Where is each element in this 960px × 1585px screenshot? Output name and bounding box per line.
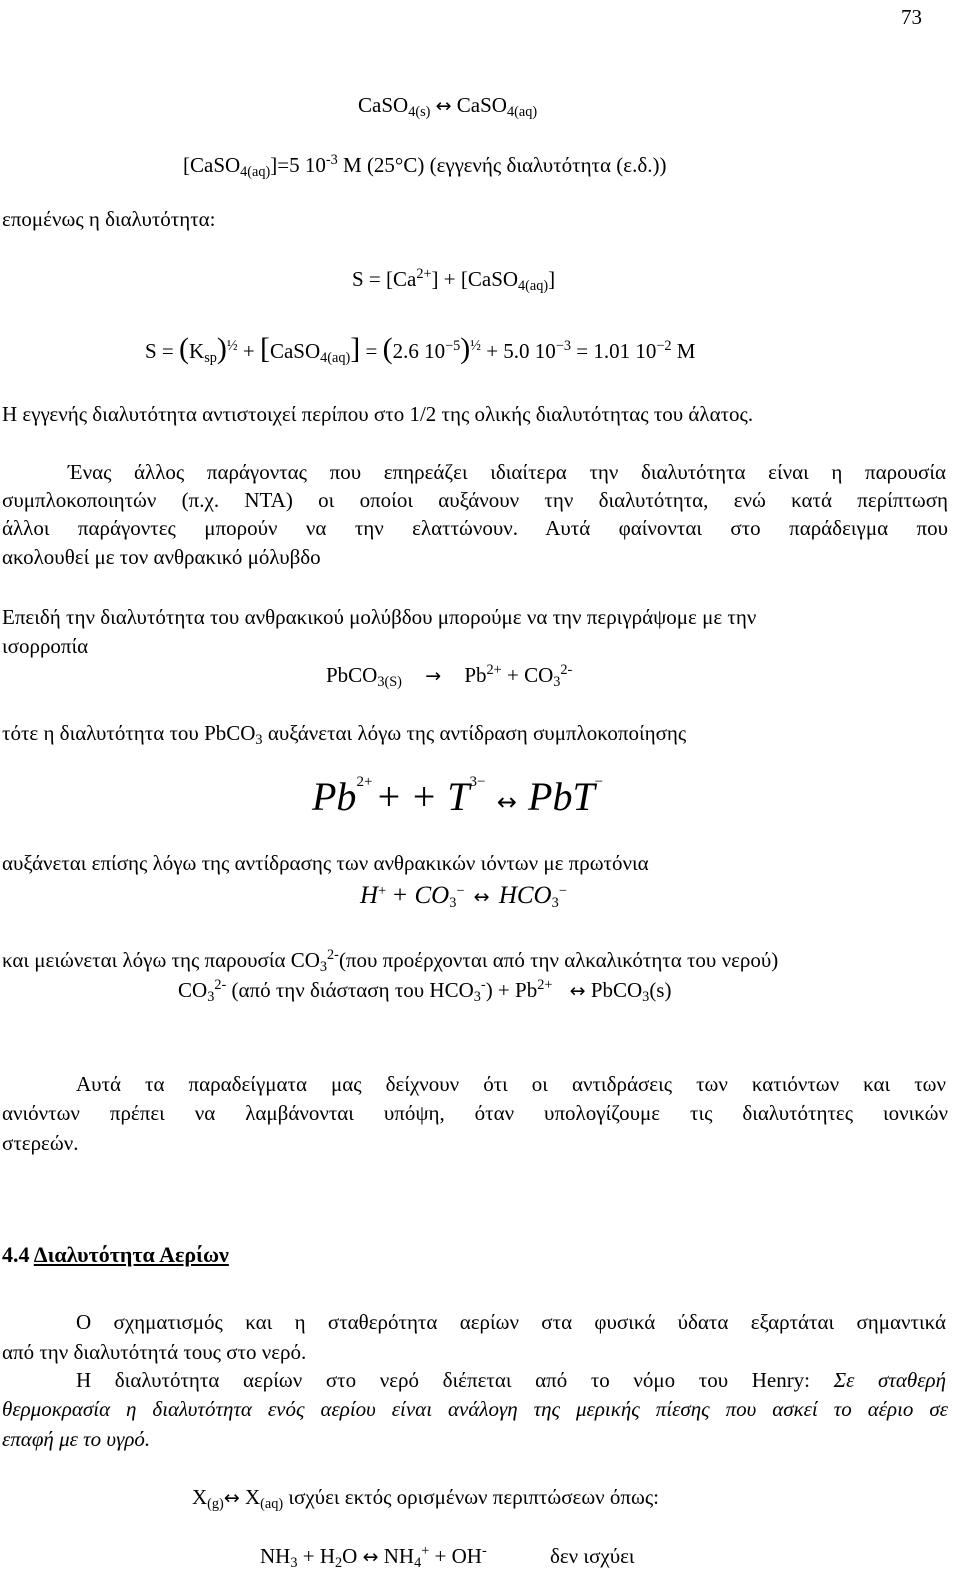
eq8-b-sup: - <box>480 977 486 994</box>
eq8-a: CO <box>178 978 208 1002</box>
p9-l1b: Σε σταθερή <box>833 1368 946 1392</box>
eq2-b-sup: -3 <box>325 152 338 169</box>
eq10-e: + OH <box>429 1544 482 1568</box>
eq4-num3: = 1.01 10 <box>576 339 657 363</box>
eq10-d: NH <box>378 1544 415 1568</box>
right-arrow-icon: → <box>425 665 442 687</box>
eq9-a-sub: (g) <box>207 1495 224 1512</box>
eq7-co: + CO <box>391 882 450 909</box>
eq1-right: CaSO <box>456 93 507 117</box>
equation-henry <box>192 1484 659 1514</box>
eq5-a: PbCO <box>326 663 378 687</box>
eq8-a-sup: 2- <box>214 977 227 994</box>
eq4-half-2: ½ <box>470 338 481 355</box>
p6-a: και μειώνεται λόγω της παρουσία CO <box>2 948 320 972</box>
eq9-b-sub: (aq) <box>260 1495 284 1512</box>
eq9-c: ισχύει εκτός ορισμένων περιπτώσεων όπως: <box>283 1485 659 1509</box>
equilibrium-arrow-icon-5: ↔ <box>223 1487 240 1509</box>
eq7-hco-sup: − <box>558 883 567 900</box>
eq9-b: X <box>239 1485 261 1509</box>
paragraph-henry-3: επαφή με το υγρό. <box>2 1427 151 1451</box>
eq4-caso: CaSO <box>269 339 321 363</box>
bracket-close: ] <box>350 332 361 365</box>
equation-ammonia <box>260 1543 635 1573</box>
eq4-num2-sup: −3 <box>555 338 571 355</box>
equilibrium-arrow-icon-3: ↔ <box>473 886 490 908</box>
section-number: 4.4 <box>2 1242 34 1267</box>
paragraph-gases-2: από την διαλυτότητά τους στο νερό. <box>2 1340 307 1364</box>
eq3-a: S = [Ca <box>352 267 417 291</box>
equilibrium-arrow-icon-6: ↔ <box>362 1546 379 1568</box>
paren-open-2: ( <box>382 332 393 365</box>
equilibrium-arrow-icon-4: ↔ <box>569 980 586 1002</box>
eq1-left-sub: 4(s) <box>408 103 431 120</box>
equilibrium-arrow-icon-2: ↔ <box>496 788 517 816</box>
eq6-pbt-sup: − <box>594 774 604 790</box>
eq4-s: S = <box>145 339 174 363</box>
eq8-a-sub: 3 <box>207 988 215 1005</box>
eq4-eq: = <box>365 339 378 363</box>
paren-close-2: ) <box>460 332 471 365</box>
eq1-left: CaSO <box>358 93 409 117</box>
paragraph-complexation-4: ακολουθεί με τον ανθρακικό μόλυβδο <box>2 545 321 569</box>
eq1-right-sub: 4(aq) <box>506 103 538 120</box>
eq6-pb: Pb <box>312 774 357 819</box>
paragraph-complexation-1: Ένας άλλος παράγοντας που επηρεάζει ιδιαίτερα την διαλυτότητα είναι η παρουσία <box>68 460 946 484</box>
eq8-b-sub: 3 <box>473 988 481 1005</box>
bracket-open: [ <box>259 332 270 365</box>
paragraph-henry-2: θερμοκρασία η διαλυτότητα ενός αερίου είναι ανάλογη της μερικής πίεσης που ασκεί το αέριο σε <box>2 1397 948 1421</box>
eq4-caso-sub: 4(aq) <box>320 349 351 366</box>
equation-carbonate-lead <box>178 977 671 1007</box>
paragraph-examples-2: ανιόντων πρέπει να λαμβάνονται υπόψη, όταν υπολογίζουμε τις διαλυτότητες ιονικών <box>2 1101 948 1125</box>
eq6-pbt: PbT <box>528 774 595 819</box>
eq6-t-text: + T <box>410 774 470 819</box>
equation-intrinsic-solubility <box>183 152 666 182</box>
eq8-d: PbCO <box>585 978 643 1002</box>
eq10-not-valid: δεν ισχύει <box>549 1544 635 1568</box>
eq4-half: ½ <box>226 338 238 355</box>
paragraph-lead-2: ισορροπία <box>2 634 89 658</box>
eq3-a-sup: 2+ <box>416 266 432 283</box>
eq8-e: (s) <box>649 978 672 1002</box>
paragraph-complexation-2: συμπλοκοποιητών (π.χ. ΝΤΑ) οι οποίοι αυξάνουν την διαλυτότητα, ενώ κατά περίπτωση <box>2 488 948 512</box>
paragraph-lead-1: Επειδή την διαλυτότητα του ανθρακικού μολύβδου μπορούμε να την περιγράψομε με την <box>2 605 757 629</box>
section-title: Διαλυτότητα Αερίων <box>33 1242 229 1267</box>
eq7-h: H <box>360 882 379 909</box>
eq4-num2: + 5.0 10 <box>486 339 556 363</box>
eq4-num1: 2.6 10 <box>392 339 446 363</box>
eq4-k-sub: sp <box>204 349 217 366</box>
p4-b: αυξάνεται λόγω της αντίδραση συμπλοκοποίησης <box>262 721 687 745</box>
eq7-hco-sub: 3 <box>551 894 559 911</box>
eq10-d-sub: 4 <box>414 1554 422 1571</box>
eq2-a-sub: 4(aq) <box>240 163 271 180</box>
paragraph-examples-1: Αυτά τα παραδείγματα μας δείχνουν ότι οι αντιδράσεις των κατιόντων και των <box>76 1072 946 1096</box>
eq2-a: [CaSO <box>183 153 241 177</box>
paragraph-intrinsic: Η εγγενής διαλυτότητα αντιστοιχεί περίπου στο 1/2 της ολικής διαλυτότητας του άλατος. <box>2 402 754 426</box>
paren-close: ) <box>216 332 227 365</box>
paragraph-decrease <box>2 947 778 977</box>
paragraph-complexation-reaction <box>2 720 686 750</box>
paragraph-henry-1 <box>76 1368 946 1393</box>
equation-dissolution <box>358 92 537 122</box>
equation-pbco3-dissolution <box>326 662 572 692</box>
eq8-c: ) + Pb <box>485 978 538 1002</box>
eq2-c: M (25°C) (εγγενής διαλυτότητα (ε.δ.)) <box>337 153 667 177</box>
text-therefore: επομένως η διαλυτότητα: <box>2 207 216 231</box>
eq10-b-sub: 2 <box>335 1554 343 1571</box>
eq4-num1-sup: −5 <box>445 338 461 355</box>
equation-solubility-calc <box>145 330 695 368</box>
eq4-num3-sup: −2 <box>656 338 672 355</box>
eq10-b: + H <box>297 1544 335 1568</box>
paren-open: ( <box>179 332 190 365</box>
p6-a-sub: 3 <box>319 958 328 975</box>
eq3-b: ] + [CaSO <box>431 267 519 291</box>
eq5-c-sup: 2- <box>560 662 573 679</box>
eq4-k: K <box>189 339 205 363</box>
eq6-t: + + T <box>377 774 470 819</box>
eq6-pb-sup: 2+ <box>356 774 373 790</box>
eq7-co-sub: 3 <box>449 894 457 911</box>
eq7-hco: HCO <box>498 882 552 909</box>
p4-a-sub: 3 <box>255 731 263 748</box>
page-number: 73 <box>901 5 922 29</box>
p6-a-sup: 2- <box>327 947 339 964</box>
eq5-c-sub: 3 <box>553 673 561 690</box>
eq5-b: Pb <box>464 663 487 687</box>
eq10-c: O <box>342 1544 358 1568</box>
p6-b: (που προέρχονται από την αλκαλικότητα του νερού) <box>338 948 779 972</box>
eq4-plus: + <box>242 339 255 363</box>
p4-a: τότε η διαλυτότητα του PbCO <box>2 721 256 745</box>
equation-pbt-complex <box>312 772 603 822</box>
eq8-b: (από την διάσταση του HCO <box>226 978 474 1002</box>
eq8-c-sup: 2+ <box>537 977 553 994</box>
paragraph-complexation-3: άλλοι παράγοντες μπορούν να την ελαττώνουν. Αυτά φαίνονται στο παράδειγμα που <box>2 516 948 540</box>
paragraph-protons: αυξάνεται επίσης λόγω της αντίδρασης των ανθρακικών ιόντων με πρωτόνια <box>2 851 649 875</box>
eq4-unit: M <box>676 339 696 363</box>
equilibrium-arrow-icon: ↔ <box>435 95 452 117</box>
eq10-a: NH <box>260 1544 291 1568</box>
paragraph-examples-3: στερεών. <box>2 1131 79 1155</box>
eq7-h-sup: + <box>378 883 387 900</box>
eq2-b: ]=5 10 <box>270 153 326 177</box>
equation-bicarbonate <box>360 880 567 913</box>
paragraph-gases-1: Ο σχηματισμός και η σταθερότητα αερίων στα φυσικά ύδατα εξαρτάται σημαντικά <box>76 1310 946 1334</box>
p9-l1a: Η διαλυτότητα αερίων στο νερό διέπεται από το νόμο του Henry: <box>76 1368 834 1392</box>
section-heading <box>2 1241 229 1269</box>
eq10-d-sup: + <box>421 1543 430 1560</box>
eq5-c: + CO <box>501 663 554 687</box>
eq5-b-sup: 2+ <box>486 662 502 679</box>
eq7-co-sup: − <box>456 883 465 900</box>
eq9-a: X <box>192 1485 208 1509</box>
eq10-e-sup: - <box>481 1543 487 1560</box>
eq8-d-sub: 3 <box>642 988 650 1005</box>
equation-total-solubility <box>352 266 555 296</box>
eq5-a-sub: 3(S) <box>377 673 402 690</box>
eq3-c: ] <box>548 267 556 291</box>
eq3-b-sub: 4(aq) <box>518 277 549 294</box>
eq10-a-sub: 3 <box>290 1554 298 1571</box>
eq6-t-sup: 3− <box>469 774 486 790</box>
